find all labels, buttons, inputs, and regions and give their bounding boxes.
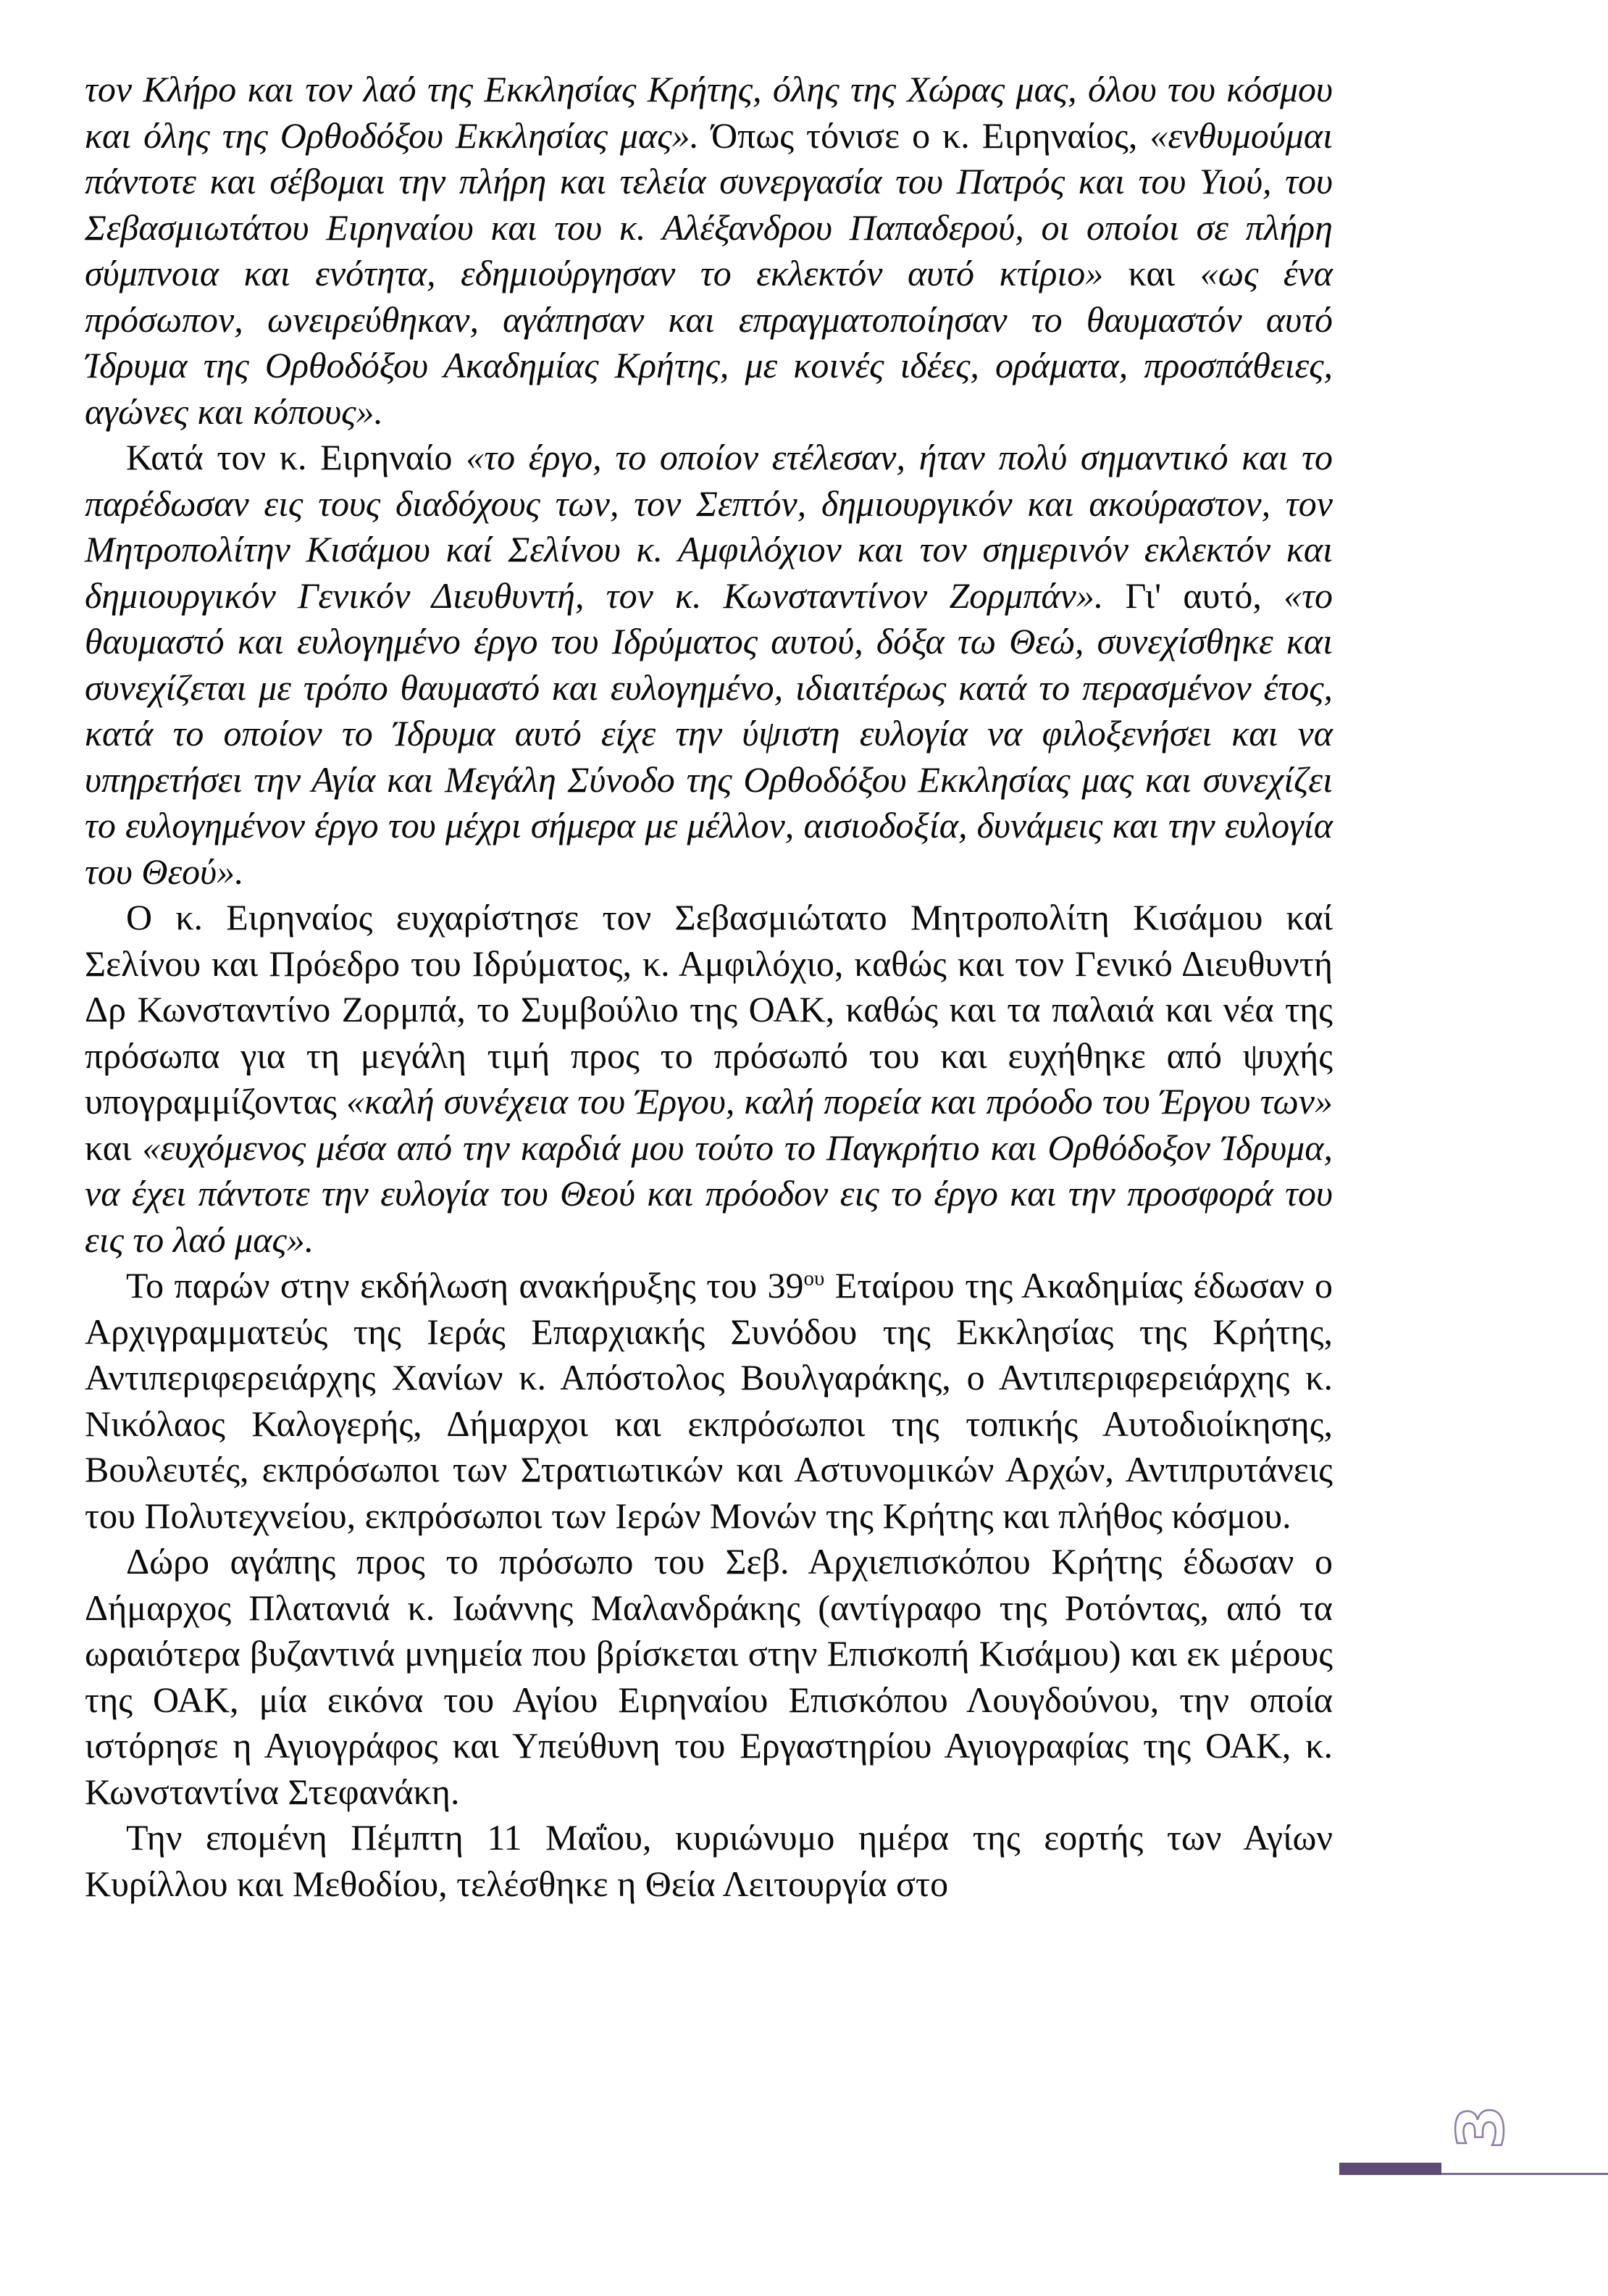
paragraph (85, 1815, 1333, 1907)
text-segment: τον Κλήρο και τον λαό της Εκκλησίας Κρήτης, όλης της Χώρας μας, όλου του κόσμου και όλης της Ορθοδόξου Εκκλησίας μας». (85, 69, 1333, 156)
footer-accent-line (1441, 2173, 1608, 2175)
text-segment: «το θαυμαστό και ευλογημένο έργο του Ιδρύματος αυτού, δόξα τω Θεώ, συνεχίσθηκε και συνεχίζεται με τρόπο θαυμαστό και ευλογημένο, ιδιαιτέρως κατά το περασμένον έτος, κατά το οποίον το Ίδρυμα αυτό είχε την ύψιστη ευλογία να φιλοξενήσει και να υπηρετήσει την Αγία και Μεγάλη Σύνοδο της Ορθοδόξου Εκκλησίας μας και συνεχίζει το ευλογημένον έργο του μέχρι σήμερα με μέλλον, αισιοδοξία, δυνάμεις και την ευλογία του Θεού». (85, 575, 1333, 892)
paragraph (85, 895, 1333, 1263)
text-segment: «ευχόμενος μέσα από την καρδιά μου τούτο το Παγκρήτιο και Ορθόδοξον Ίδρυμα, να έχει πάντοτε την ευλογία του Θεού και πρόοδον εις το έργο και την προσφορά του εις το λαό μας». (85, 1127, 1333, 1260)
text-segment: ου (803, 1266, 825, 1290)
paragraph (85, 67, 1333, 435)
footer-accent-bar (1339, 2163, 1441, 2175)
text-segment: «το έργο, το οποίον ετέλεσαν, ήταν πολύ σημαντικό και το παρέδωσαν εις τους διαδόχους των, τον Σεπτόν, δημιουργικόν και ακούραστον, τον Μητροπολίτην Κισάμου καί Σελίνου κ. Αμφιλόχιον και τον σημερινόν εκλεκτόν και δημιουργικόν Γενικόν Διευθυντή, τον κ. Κωνσταντίνον Ζορμπάν». (85, 437, 1333, 616)
text-segment: Δώρο αγάπης προς το πρόσωπο του Σεβ. Αρχιεπισκόπου Κρήτης έδωσαν ο Δήμαρχος Πλατανιά κ. Ιωάννης Μαλανδράκης (αντίγραφο της Ροτόντας, από τα ωραιότερα βυζαντινά μνημεία που βρίσκεται στην Επισκοπή Κισάμου) και εκ μέρους της ΟΑΚ, μία εικόνα του Αγίου Ειρηναίου Επισκόπου Λουγδούνου, την οποία ιστόρησε η Αγιογράφος και Υπεύθυνη του Εργαστηρίου Αγιογραφίας της ΟΑΚ, κ. Κωνσταντίνα Στεφανάκη. (85, 1541, 1333, 1812)
page-number: 3 (1444, 2105, 1518, 2150)
text-segment: Την επομένη Πέμπτη 11 Μαΐου, κυριώνυμο ημέρα της εορτής των Αγίων Κυρίλλου και Μεθοδίου, τελέσθηκε η Θεία Λειτουργία στο (85, 1817, 1333, 1904)
text-segment: Όπως τόνισε ο κ. Ειρηναίος, (699, 114, 1150, 156)
document-body (85, 67, 1333, 1907)
text-segment: «ως ένα πρόσωπον, ωνειρεύθηκαν, αγάπησαν και επραγματοποίησαν το θαυμαστόν αυτό Ίδρυμα της Ορθοδόξου Ακαδημίας Κρήτης, με κοινές ιδέες, οράματα, προσπάθειες, αγώνες και κόπους». (85, 253, 1333, 432)
text-segment: Εταίρου της Ακαδημίας έδωσαν ο Αρχιγραμματεύς της Ιεράς Επαρχιακής Συνόδου της Εκκλησίας της Κρήτης, Αντιπεριφερειάρχης Χανίων κ. Απόστολος Βουλγαράκης, ο Αντιπεριφερειάρχης κ. Νικόλαος Καλογερής, Δήμαρχοι και εκπρόσωποι της τοπικής Αυτοδιοίκησης, Βουλευτές, εκπρόσωποι των Στρατιωτικών και Αστυνομικών Αρχών, Αντιπρυτάνεις του Πολυτεχνείου, εκπρόσωποι των Ιερών Μονών της Κρήτης και πλήθος κόσμου. (85, 1265, 1333, 1536)
text-segment: Κατά τον κ. Ειρηναίο (126, 437, 466, 477)
text-segment: Ο κ. Ειρηναίος ευχαρίστησε τον Σεβασμιώτατο Μητροπολίτη Κισάμου καί Σελίνου και Πρόεδρο του Ιδρύματος, κ. Αμφιλόχιο, καθώς και τον Γενικό Διευθυντή Δρ Κωνσταντίνο Ζορμπά, το Συμβούλιο της ΟΑΚ, καθώς και τα παλαιά και νέα της πρόσωπα για τη μεγάλη τιμή προς το πρόσωπό του και ευχήθηκε από ψυχής υπογραμμίζοντας (85, 897, 1333, 1122)
text-segment: Το παρών στην εκδήλωση ανακήρυξης του 39 (126, 1265, 804, 1306)
text-segment: και (85, 1127, 143, 1168)
paragraph (85, 1539, 1333, 1815)
text-segment: και (1103, 253, 1200, 293)
paragraph (85, 435, 1333, 895)
text-segment: Γι' αυτό, (1103, 575, 1284, 616)
paragraph (85, 1263, 1333, 1539)
text-segment: «ενθυμούμαι πάντοτε και σέβομαι την πλήρη και τελεία συνεργασία του Πατρός και του Υιού, του Σεβασμιωτάτου Ειρηναίου και του κ. Αλέξανδρου Παπαδερού, οι οποίοι σε πλήρη σύμπνοια και ενότητα, εδημιούργησαν το εκλεκτόν αυτό κτίριο» (85, 114, 1333, 293)
text-segment: «καλή συνέχεια του Έργου, καλή πορεία και πρόοδο του Έργου των» (346, 1081, 1333, 1122)
